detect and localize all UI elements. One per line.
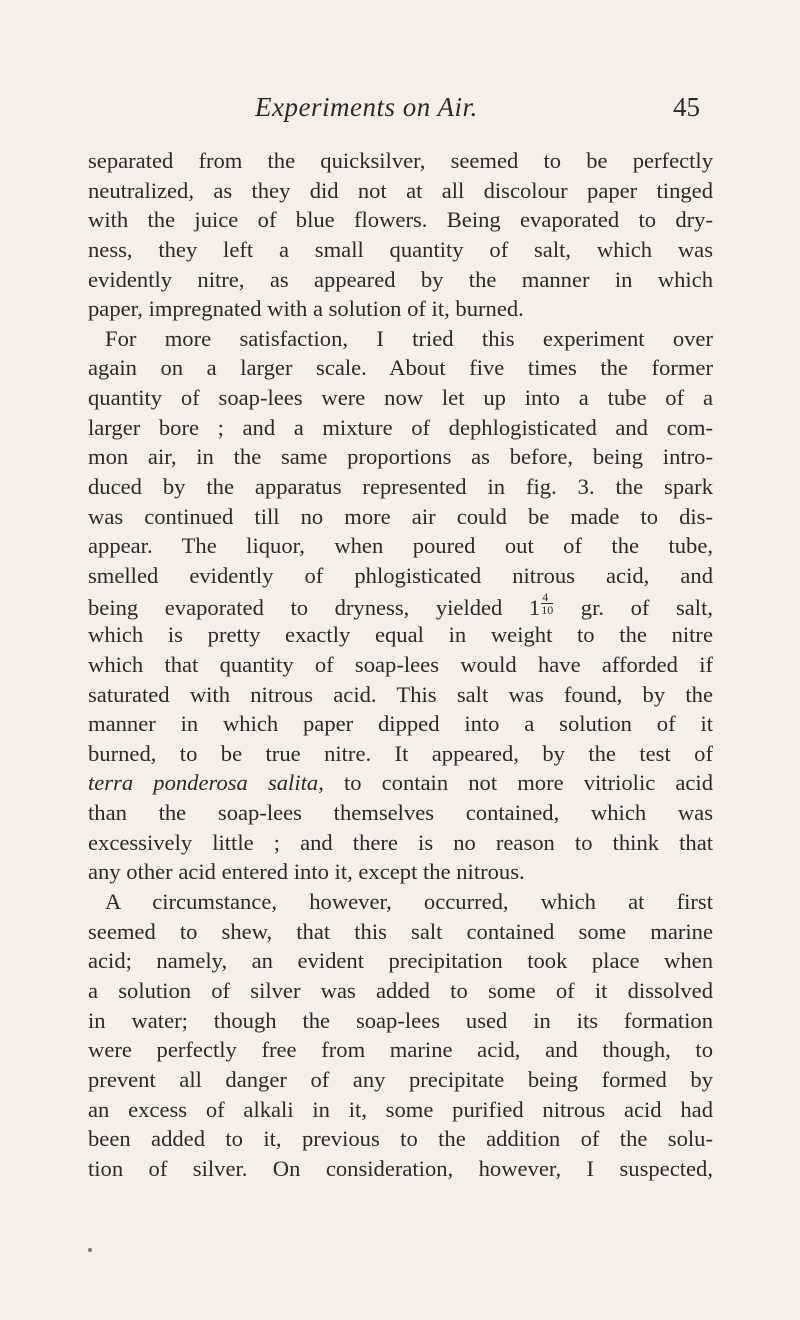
text-line: paper, impregnated with a solution of it, burned. bbox=[88, 296, 524, 322]
line-text-after-fraction: gr. of salt, bbox=[554, 594, 714, 620]
text-line: prevent all danger of any precipitate being formed by bbox=[88, 1066, 713, 1092]
page-header bbox=[0, 92, 800, 132]
text-line-with-italic bbox=[88, 768, 713, 798]
text-line: ness, they left a small quantity of salt, which was bbox=[88, 236, 713, 262]
text-line: appear. The liquor, when poured out of the tube, bbox=[88, 533, 713, 559]
text-line: with the juice of blue flowers. Being evaporated to dry- bbox=[88, 207, 713, 233]
paper-speck bbox=[88, 1248, 92, 1252]
body-text bbox=[88, 146, 713, 1183]
text-line: a solution of silver was added to some of it dissolved bbox=[88, 977, 713, 1003]
text-line: saturated with nitrous acid. This salt was found, by the bbox=[88, 681, 713, 707]
fraction bbox=[541, 591, 553, 616]
text-line: which that quantity of soap-lees would have afforded if bbox=[88, 651, 713, 677]
text-line: in water; though the soap-lees used in its formation bbox=[88, 1007, 713, 1033]
text-line: again on a larger scale. About five times the former bbox=[88, 355, 713, 381]
text-line: any other acid entered into it, except the nitrous. bbox=[88, 859, 525, 885]
text-line: burned, to be true nitre. It appeared, by the test of bbox=[88, 740, 713, 766]
text-line: smelled evidently of phlogisticated nitrous acid, and bbox=[88, 562, 713, 588]
text-line: was continued till no more air could be made to dis- bbox=[88, 503, 713, 529]
text-line: duced by the apparatus represented in fig. 3. the spark bbox=[88, 474, 713, 500]
text-line: which is pretty exactly equal in weight to the nitre bbox=[88, 622, 713, 648]
text-line: larger bore ; and a mixture of dephlogisticated and com- bbox=[88, 414, 713, 440]
fraction-denominator: 10 bbox=[541, 602, 554, 617]
text-line: For more satisfaction, I tried this experiment over bbox=[105, 325, 713, 351]
text-line-with-fraction bbox=[88, 591, 713, 621]
line-text-before-fraction: being evaporated to dryness, yielded 1 bbox=[88, 594, 541, 620]
text-line: tion of silver. On consideration, however, I suspected, bbox=[88, 1155, 713, 1181]
text-line: an excess of alkali in it, some purified nitrous acid had bbox=[88, 1096, 713, 1122]
text-line: seemed to shew, that this salt contained some marine bbox=[88, 918, 713, 944]
text-line: than the soap-lees themselves contained, which was bbox=[88, 800, 713, 826]
text-line: were perfectly free from marine acid, and though, to bbox=[88, 1037, 713, 1063]
page-number: 45 bbox=[673, 92, 700, 122]
text-line: separated from the quicksilver, seemed to be perfectly bbox=[88, 148, 713, 173]
text-line: A circumstance, however, occurred, which at first bbox=[105, 889, 713, 915]
line-text: , to contain not more vitriolic acid bbox=[318, 770, 714, 796]
running-title: Experiments on Air. bbox=[255, 92, 478, 122]
italic-term: terra ponderosa salita bbox=[88, 770, 319, 796]
text-line: manner in which paper dipped into a solution of it bbox=[88, 711, 713, 737]
fraction-numerator: 4 bbox=[541, 591, 553, 604]
text-line: evidently nitre, as appeared by the manner in which bbox=[88, 266, 713, 292]
text-line: excessively little ; and there is no reason to think that bbox=[88, 829, 713, 855]
text-line: neutralized, as they did not at all discolour paper tinged bbox=[88, 177, 713, 203]
text-line: quantity of soap-lees were now let up into a tube of a bbox=[88, 385, 713, 411]
text-line: acid; namely, an evident precipitation took place when bbox=[88, 948, 713, 974]
text-line: been added to it, previous to the addition of the solu- bbox=[88, 1126, 713, 1152]
text-line: mon air, in the same proportions as before, being intro- bbox=[88, 444, 713, 470]
